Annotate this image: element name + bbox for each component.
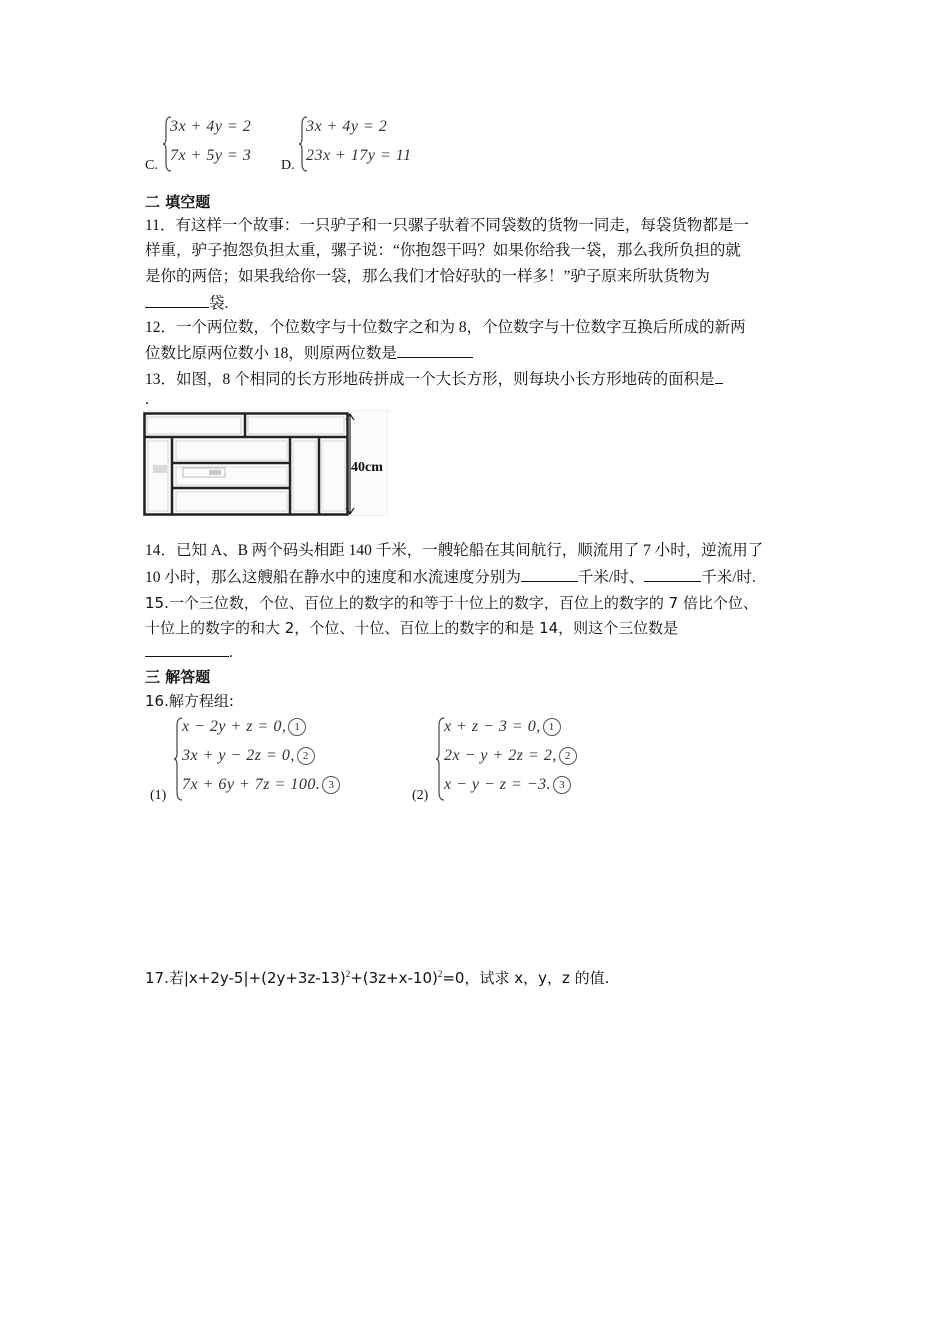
q16-s1-eq1: x − 2y + z = 0, (182, 718, 287, 735)
q16-s2-eq3: x − y − z = −3. (444, 776, 552, 793)
q16-system-2-label: (2) (412, 788, 429, 803)
q15-answer-blank[interactable] (145, 641, 229, 657)
q16-s1-eq3: 7x + 6y + 7z = 100. (182, 776, 321, 793)
q13-figure-label: 40cm (351, 460, 383, 475)
q14-text-c: 千米/时. (701, 569, 756, 586)
q11-line-3: 是你的两倍；如果我给你一袋，那么我们才恰好驮的一样多！”驴子原来所驮货物为 (145, 268, 710, 285)
option-c-eq1: 3x + 4y = 2 (170, 118, 252, 135)
q16-system-2-equations (444, 712, 577, 799)
circled-number-3: 3 (322, 776, 340, 794)
q17-exponent-2: 2 (437, 969, 443, 979)
circled-number-1: 1 (543, 718, 561, 736)
q13-answer-blank[interactable] (715, 368, 723, 384)
q14-line-1: 14．已知 A、B 两个码头相距 140 千米，一艘轮船在其间航行，顺流用了 7 小时，逆流用了 (145, 542, 764, 559)
q16-s2-eq1: x + z − 3 = 0, (444, 718, 541, 735)
q12-answer-blank[interactable] (397, 342, 473, 358)
q16-title: 16.解方程组: (145, 692, 234, 710)
q12-text: 位数比原两位数小 18，则原两位数是 (145, 345, 397, 362)
q13-line-1 (145, 368, 723, 391)
option-d-eq2: 23x + 17y = 11 (306, 147, 412, 164)
q14-answer-blank-1[interactable] (521, 566, 578, 582)
section-2-heading: 二 填空题 (145, 193, 211, 211)
q11-line-4 (145, 292, 228, 315)
q15-line-1: 15.一个三位数，个位、百位上的数字的和等于十位上的数字，百位上的数字的 7 倍比个位、 (145, 594, 758, 612)
q13-tile-figure (143, 410, 388, 516)
q13-text: 13．如图，8 个相同的长方形地砖拼成一个大长方形，则每块小长方形地砖的面积是 (145, 371, 715, 388)
q14-text-a: 10 小时，那么这艘船在静水中的速度和水流速度分别为 (145, 569, 521, 586)
q16-s2-eq2: 2x − y + 2z = 2, (444, 747, 557, 764)
circled-number-1: 1 (288, 718, 306, 736)
q14-answer-blank-2[interactable] (644, 566, 701, 582)
q11-answer-blank[interactable] (145, 292, 209, 308)
circled-number-2: 2 (559, 747, 577, 765)
q14-line-2 (145, 566, 756, 589)
option-d-equations (306, 112, 412, 170)
q15-line-2: 十位上的数字的和大 2，个位、十位、百位上的数字的和是 14，则这个三位数是 (145, 619, 679, 637)
q16-s1-eq2: 3x + y − 2z = 0, (182, 747, 295, 764)
q15-line-3 (145, 641, 233, 664)
q15-end: . (229, 644, 233, 661)
option-c-eq2: 7x + 5y = 3 (170, 147, 252, 164)
q17-part-b: +(3z+x-10) (350, 969, 438, 988)
q12-line-2 (145, 342, 473, 365)
option-c-label: C. (145, 158, 158, 173)
q17-part-a: 17.若|x+2y-5|+(2y+3z-13) (145, 969, 346, 988)
section-3-heading: 三 解答题 (145, 668, 211, 686)
q14-text-b: 千米/时、 (577, 569, 645, 586)
q17-part-c: =0，试求 x，y，z 的值. (442, 969, 610, 988)
q11-line-1: 11．有这样一个故事：一只驴子和一只骡子驮着不同袋数的货物一同走，每袋货物都是一 (145, 217, 749, 234)
q17-line (145, 963, 609, 990)
q17-exponent-1: 2 (345, 969, 351, 979)
option-d-label: D. (281, 158, 295, 173)
q11-unit: 袋. (209, 295, 229, 312)
q16-system-1-equations (182, 712, 340, 799)
q11-line-2: 样重，驴子抱怨负担太重，骡子说：“你抱怨干吗？如果你给我一袋，那么我所负担的就 (145, 242, 741, 259)
option-d-eq1: 3x + 4y = 2 (306, 118, 388, 135)
q12-line-1: 12．一个两位数，个位数字与十位数字之和为 8，个位数字与十位数字互换后所成的新两 (145, 319, 746, 336)
circled-number-2: 2 (297, 747, 315, 765)
q16-system-1-label: (1) (150, 788, 167, 803)
option-c-equations (170, 112, 251, 170)
circled-number-3: 3 (553, 776, 571, 794)
q13-line-2: . (145, 391, 149, 408)
